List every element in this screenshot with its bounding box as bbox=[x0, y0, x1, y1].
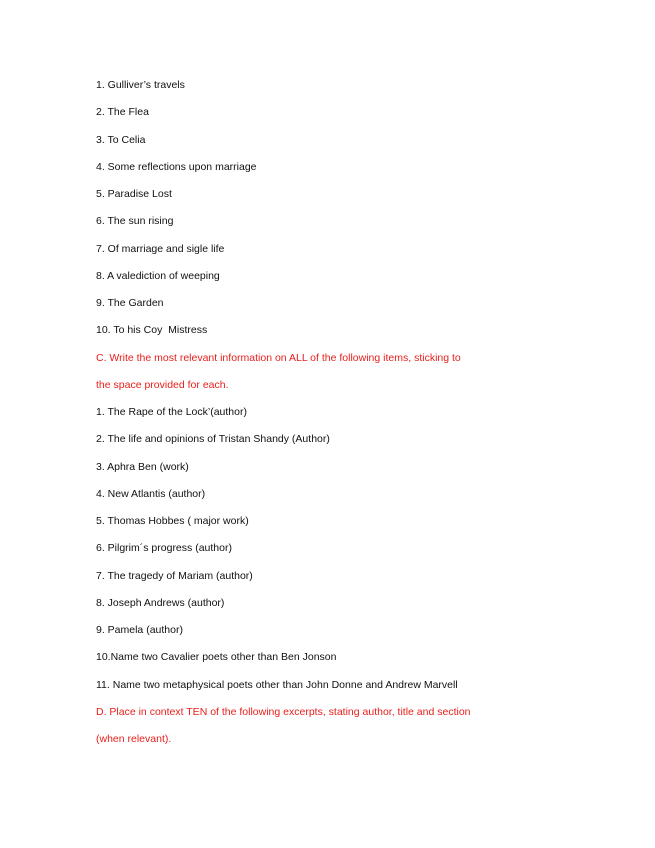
section-c-item-9: 9. Pamela (author) bbox=[96, 624, 183, 636]
section-c-item-7: 7. The tragedy of Mariam (author) bbox=[96, 569, 253, 582]
section-c-item-1: 1. The Rape of the Lock’(author) bbox=[96, 406, 247, 418]
section-b-item-10: 10. To his Coy Mistress bbox=[96, 324, 208, 337]
section-b-item-8: 8. A valediction of weeping bbox=[96, 269, 220, 282]
section-d-instruction-line-1: D. Place in context TEN of the following excerpts, stating author, title and section bbox=[96, 705, 471, 718]
section-c-item-11: 11. Name two metaphysical poets other than John Donne and Andrew Marvell bbox=[96, 678, 458, 691]
section-c-item-5: 5. Thomas Hobbes ( major work) bbox=[96, 515, 249, 527]
section-c-item-3: 3. Aphra Ben (work) bbox=[96, 460, 189, 473]
section-c-item-8: 8. Joseph Andrews (author) bbox=[96, 596, 225, 609]
section-b-item-1: 1. Gulliver’s travels bbox=[96, 79, 185, 91]
section-b-item-3: 3. To Celia bbox=[96, 133, 146, 146]
section-d-instruction-line-2: (when relevant). bbox=[96, 733, 172, 745]
section-b-item-5: 5. Paradise Lost bbox=[96, 188, 172, 200]
section-b-item-7: 7. Of marriage and sigle life bbox=[96, 242, 225, 255]
section-c-instruction-line-1: C. Write the most relevant information on ALL of the following items, sticking to bbox=[96, 351, 461, 364]
section-c-item-6: 6. Pilgrim´s progress (author) bbox=[96, 542, 232, 555]
section-b-item-9: 9. The Garden bbox=[96, 297, 164, 309]
section-c-item-10: 10.Name two Cavalier poets other than Ben Jonson bbox=[96, 651, 337, 664]
section-b-item-2: 2. The Flea bbox=[96, 106, 149, 119]
section-c-item-2: 2. The life and opinions of Tristan Shandy (Author) bbox=[96, 433, 330, 446]
section-b-item-4: 4. Some reflections upon marriage bbox=[96, 160, 257, 173]
section-c-item-4: 4. New Atlantis (author) bbox=[96, 487, 206, 500]
section-b-item-6: 6. The sun rising bbox=[96, 215, 174, 228]
document-page bbox=[96, 76, 616, 757]
section-c-instruction-line-2: the space provided for each. bbox=[96, 378, 229, 391]
